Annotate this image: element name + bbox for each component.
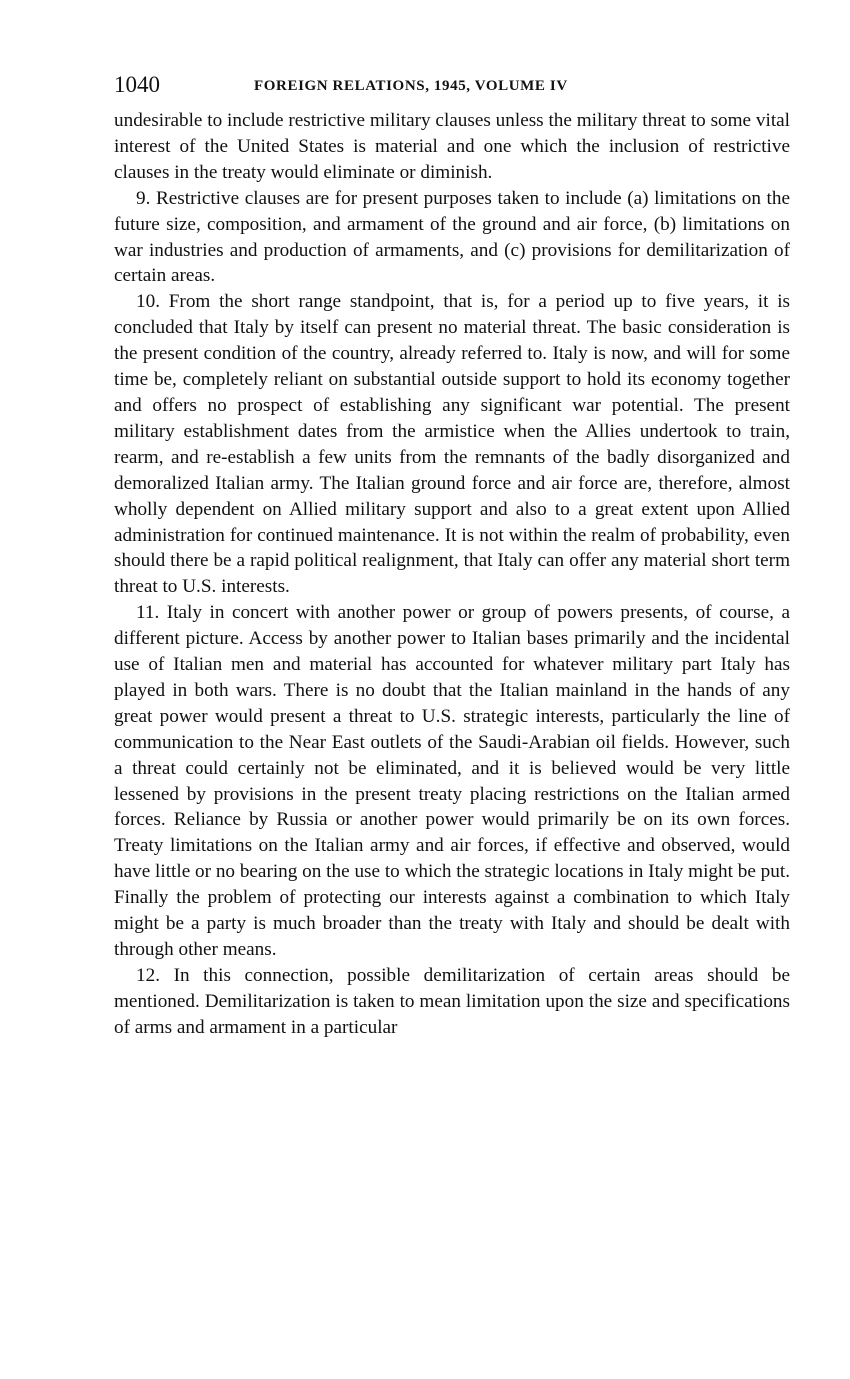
- running-header: [114, 72, 790, 108]
- paragraph-9: 9. Restrictive clauses are for present purposes taken to include (a) limitations on the future size, composition, and armament of the ground and air force, (b) limitations on war industries and production of armaments, and (c) provisions for demilitarization of certain areas.: [114, 187, 790, 287]
- body-text: [114, 108, 790, 1041]
- document-page: [114, 72, 790, 1041]
- paragraph-11: 11. Italy in concert with another power or group of powers presents, of course, a different picture. Access by another power to Italian bases primarily and the incidental use of Italian men and material has accounted for whatever military part Italy has played in both wars. There is no doubt that the Italian mainland in the hands of any great power would present a threat to U.S. strategic interests, particularly the line of communication to the Near East outlets of the Saudi-Arabian oil fields. However, such a threat could certainly not be eliminated, and it is believed would be very little lessened by provisions in the present treaty placing restrictions on the Italian armed forces. Reliance by Russia or another power would primarily be on its own forces. Treaty limitations on the Italian army and air forces, if effective and observed, would have little or no bearing on the use to which the strategic locations in Italy might be put. Finally the problem of protecting our interests against a combination to which Italy might be a party is much broader than the treaty with Italy and should be dealt with through other means.: [114, 602, 790, 960]
- paragraph-10: 10. From the short range standpoint, that is, for a period up to five years, it is concluded that Italy by itself can present no material threat. The basic consideration is the present condition of the country, already referred to. Italy is now, and will for some time be, completely reliant on substantial outside support to hold its economy together and offers no prospect of establishing any significant war potential. The present military establishment dates from the armistice when the Allies undertook to train, rearm, and re-establish a few units from the remnants of the badly disorganized and demoralized Italian army. The Italian ground force and air force are, therefore, almost wholly dependent on Allied military support and also to a great extent upon Allied administration for continued maintenance. It is not within the realm of probability, even should there be a rapid political realignment, that Italy can offer any material short term threat to U.S. interests.: [114, 291, 790, 598]
- running-title: FOREIGN RELATIONS, 1945, VOLUME IV: [254, 78, 568, 94]
- paragraph-12: 12. In this connection, possible demilitarization of certain areas should be mentioned. Demilitarization is taken to mean limitation upon the size and specifications of arms and armament in a particular: [114, 964, 790, 1038]
- paragraph-continuation: undesirable to include restrictive military clauses unless the military threat to some vital interest of the United States is material and one which the inclusion of restrictive clauses in the treaty would eliminate or diminish.: [114, 110, 790, 183]
- page-number: 1040: [114, 72, 160, 97]
